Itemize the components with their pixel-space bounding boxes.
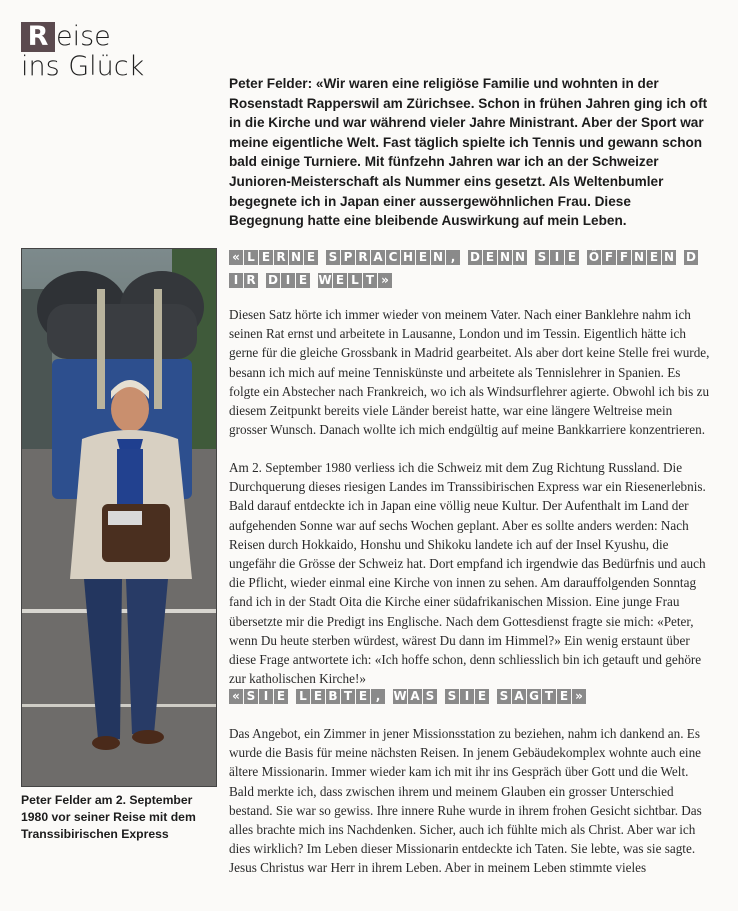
- heading-letter: E: [557, 689, 571, 704]
- heading-letter: I: [460, 689, 474, 704]
- heading-letter: R: [356, 250, 370, 265]
- heading-letter: I: [550, 250, 564, 265]
- heading-letter: S: [497, 689, 511, 704]
- heading-letter: S: [326, 250, 340, 265]
- heading-letter: S: [423, 689, 437, 704]
- heading-letter: S: [535, 250, 549, 265]
- heading-letter: A: [371, 250, 385, 265]
- body-paragraph-3: [229, 724, 711, 878]
- heading-letter: E: [304, 250, 318, 265]
- title-line-1-rest: eise: [56, 21, 111, 52]
- heading-letter: E: [259, 250, 273, 265]
- heading-letter: B: [326, 689, 340, 704]
- heading-letter: D: [468, 250, 482, 265]
- heading-letter: W: [393, 688, 407, 703]
- heading-letter: N: [633, 249, 645, 264]
- heading-letter: «: [229, 250, 243, 265]
- title-dropcap: R: [21, 22, 55, 52]
- traveler-illustration: [22, 249, 216, 786]
- heading-letter: F: [602, 250, 616, 265]
- paragraph-text: Am 2. September 1980 verliess ich die Schweiz mit dem Zug Richtung Russland. Die Durchquerung dieses riesigen Landes im Transsibirischen Express war ein Riesenerlebnis. Bald darauf entdeckte ich in Japan eine völlig neue Kultur. Der Aufenthalt im Land der aufgehenden Sonne war auf sechs Wochen geplant. Aber es sollte anders werden: Nach Reisen durch Hokkaido, Honshu und Shikoku landete ich auf der Insel Kyushu, die ungefähr die Grösse der Schweiz hat. Dort empfand ich irgendwie das Bedürfnis und auch die Pflicht, wieder einmal eine Kirche von innen zu sehen. Am darauffolgenden Sonntag fand ich in der Stadt Oita die Kirche einer südafrikanischen Mission. Eine junge Frau übersetzte mir die Predigt ins Englische. Nach dem Gottesdienst fragte sie mich: «Peter, wenn Du heute sterben würdest, wärest Du dann im Himmel?» Ein wenig erstaunt über diese Frage antwortete ich: «Ich hoffe schon, denn schliesslich bin ich getauft und gehöre zur katholischen Kirche!»: [229, 460, 706, 687]
- heading-letter: T: [363, 273, 377, 288]
- heading-letter: A: [512, 689, 526, 704]
- title-line-1: [21, 22, 144, 52]
- heading-letter: E: [416, 250, 430, 265]
- heading-letter: A: [408, 689, 422, 704]
- heading-letter: P: [341, 250, 355, 265]
- heading-letter: N: [499, 249, 511, 264]
- body-paragraph-1: [229, 305, 711, 439]
- section-heading-languages: [229, 245, 699, 291]
- heading-letter: F: [617, 250, 631, 265]
- heading-letter: D: [684, 250, 698, 265]
- heading-letter: S: [244, 689, 258, 704]
- heading-letter: L: [296, 689, 310, 704]
- heading-letter: E: [274, 689, 288, 704]
- heading-letter: N: [514, 249, 526, 264]
- heading-letter: H: [402, 249, 414, 264]
- paragraph-text: Das Angebot, ein Zimmer in jener Missionsstation zu beziehen, nahm ich dankend an. Es wurde die Basis für meine nächsten Reisen. In jenem Gebäudekomplex wohnte auch eine ältere Missionarin. Immer wieder kam ich mit ihr ins Gespräch über Gott und die Welt. Bald merkte ich, dass zwischen ihrem und meinem Glauben ein grosser Unterschied bestand. Sie war so gewiss. Ihre innere Ruhe wurde in ihrem frohen Gesicht sichtbar. Das alles brachte mich ins Nachdenken. Sicher, auch ich fühlte mich als Christ. Aber war ich dies wirklich? Im Leben dieser Missionarin entdeckte ich Taten. Sie lebte, was sie sagte. Jesus Christus war Herr in ihrem Leben. Aber in meinem Leben stimmte vieles: [229, 726, 702, 876]
- heading-letter: C: [386, 250, 400, 265]
- heading-letter: E: [647, 250, 661, 265]
- heading-letter: T: [341, 689, 355, 704]
- heading-letter: N: [663, 249, 675, 264]
- heading-letter: R: [274, 250, 288, 265]
- heading-letter: N: [432, 249, 444, 264]
- heading-letter: L: [348, 273, 362, 288]
- heading-letter: ,: [371, 689, 385, 704]
- heading-letter: »: [572, 689, 586, 704]
- heading-letter: E: [333, 273, 347, 288]
- heading-letter: «: [229, 689, 243, 704]
- heading-letter: L: [244, 250, 258, 265]
- photo-caption: Peter Felder am 2. September 1980 vor seiner Reise mit dem Transsibirischen Express: [21, 793, 196, 841]
- heading-letter: D: [266, 273, 280, 288]
- heading-letter: W: [318, 272, 332, 287]
- heading-letter: E: [296, 273, 310, 288]
- body-paragraph-2: [229, 458, 711, 688]
- heading-letter: T: [542, 689, 556, 704]
- heading-letter: »: [378, 273, 392, 288]
- heading-letter: I: [259, 689, 273, 704]
- heading-letter: ,: [446, 250, 460, 265]
- heading-letter: E: [311, 689, 325, 704]
- heading-letter: E: [483, 250, 497, 265]
- heading-letter: I: [229, 273, 243, 288]
- heading-letter: G: [527, 689, 541, 704]
- paragraph-text: Diesen Satz hörte ich immer wieder von meinem Vater. Nach einer Banklehre nahm ich seinen Rat ernst und arbeitete in Lausanne, London und im Tessin. Eigentlich hätte ich gerne für die gleiche Grossbank in Madrid gearbeitet. Als aber dort keine Stelle frei wurde, besann ich mich auf meine Tenniskünste und arbeitete als Tennislehrer in Spanien. Es folgte ein Abstecher nach Frankreich, wo ich als Windsurflehrer agierte. Obwohl ich bis zu diesem Zeitpunkt bereits viele Länder bereist hatte, war eine längere Weltreise mein grosser Wunsch. Danach wollte ich mich endgültig auf meine Bankkarriere konzentrieren.: [229, 307, 710, 438]
- traveler-photo: [21, 248, 217, 787]
- intro-paragraph: Peter Felder: «Wir waren eine religiöse Familie und wohnten in der Rosenstadt Rapperswil am Zürichsee. Schon in frühen Jahren ging ich oft in die Kirche und war während vieler Jahre Ministrant. Aber der Sport war meine eigentliche Welt. Fast täglich spielte ich Tennis und gewann schon bald einige Turniere. Mit fünfzehn Jahren war ich an der Schweizer Junioren-Meisterschaft als Nummer eins gesetzt. Als Weltenbumler begegnete ich in Japan einer aussergewöhnlichen Frau. Diese Begegnung hatte eine bleibende Auswirkung auf mein Leben.: [229, 76, 708, 229]
- title-line-2: ins Glück: [21, 51, 145, 82]
- heading-letter: N: [290, 249, 302, 264]
- heading-letter: S: [445, 689, 459, 704]
- heading-letter: R: [244, 273, 258, 288]
- heading-letter: Ö: [588, 249, 600, 264]
- section-heading-she-lived: [229, 684, 699, 707]
- heading-letter: I: [281, 273, 295, 288]
- heading-letter: E: [475, 689, 489, 704]
- heading-letter: E: [565, 250, 579, 265]
- article-title: [21, 22, 144, 82]
- heading-letter: E: [356, 689, 370, 704]
